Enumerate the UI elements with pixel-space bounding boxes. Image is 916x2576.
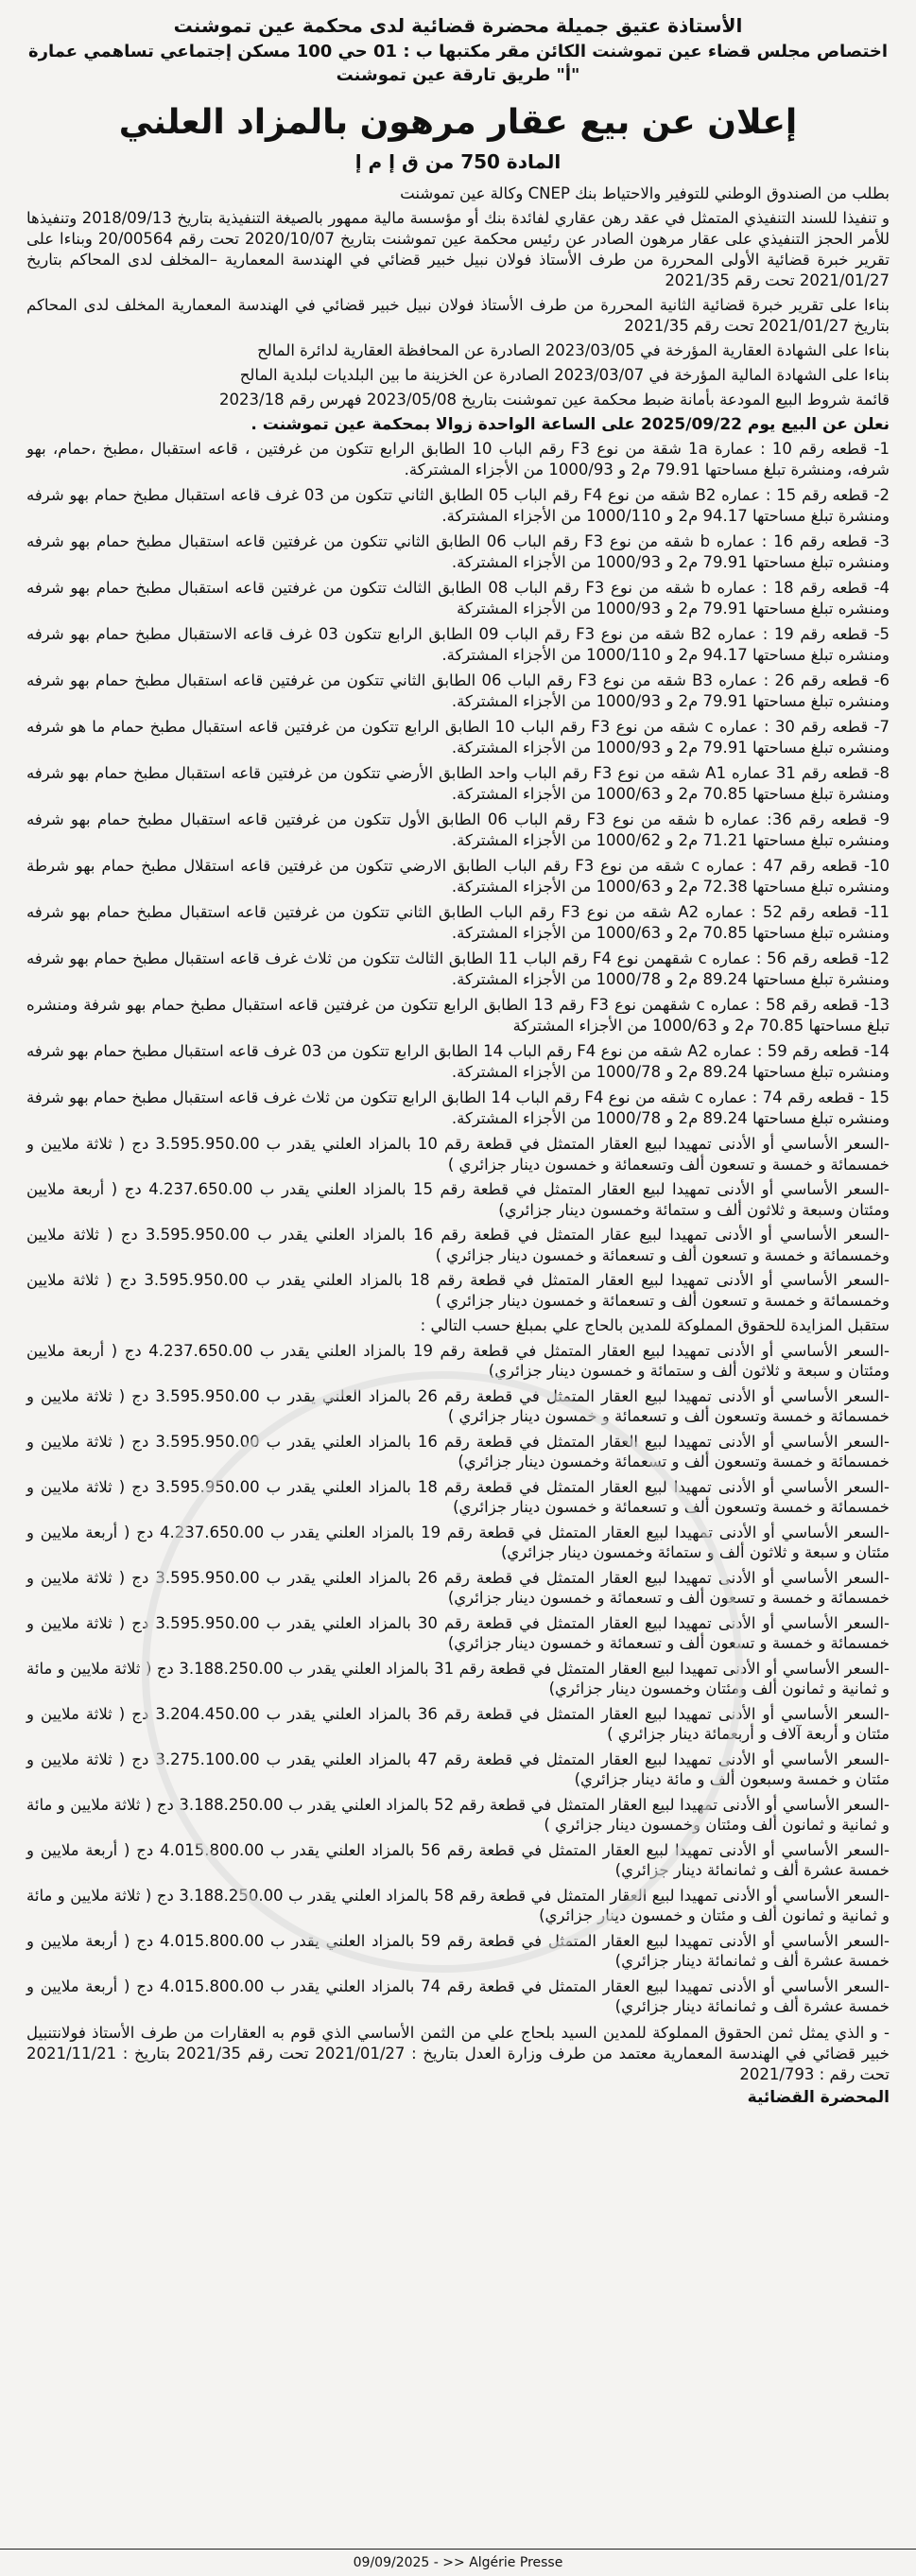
announcement-title: إعلان عن بيع عقار مرهون بالمزاد العلني xyxy=(118,103,798,142)
lot-item: 10- قطعه رقم 47 : عماره c شقه من نوع F3 رقم الباب الطابق الارضي تتكون من غرفتين قاعه استقلال مطبخ حمام بهو شرطة ومنشره تبلغ مساحتها 72.38 م2 و 1000/63 من الأجزاء المشتركة. xyxy=(26,857,890,896)
price-item: -السعر الأساسي أو الأدنى تمهيدا لبيع العقار المتمثل في قطعة رقم 31 بالمزاد العلني يقدر ب 3.188.250.00 دج ( ثلاثة ملايين و مائة و ثمانية و ثمانون ألف ومئتان وخمسون دينار جزائري) xyxy=(26,1659,890,1697)
price-item: ستقبل المزايدة للحقوق المملوكة للمدين بالحاج علي بمبلغ حسب التالي : xyxy=(420,1316,890,1334)
lot-item: 15 - قطعه رقم 74 : عماره c شقه من نوع F4 رقم الباب 14 الطابق الرابع تتكون من ثلاث غرف قاعه استقبال مطبخ حمام بهو شرفة ومنشره تبلغ مساحتها 89.24 م2 و 1000/78 من الأجزاء المشتركة. xyxy=(26,1088,890,1127)
bailiff-name: الأستاذة عتيق جميلة محضرة قضائية لدى محكمة عين تموشنت xyxy=(173,14,743,37)
price-item: -السعر الأساسي أو الأدنى تمهيدا لبيع العقار المتمثل في قطعة رقم 36 بالمزاد العلني يقدر ب 3.204.450.00 دج ( ثلاثة ملايين و مئتان و أربعة آلاف و أربعمائة دينار جزائري ) xyxy=(26,1704,890,1743)
lot-item: 1- قطعه رقم 10 : عمارة 1a شقة من نوع F3 رقم الباب 10 الطابق الرابع تتكون من غرفتين ، قاعه استقبال ،مطبخ ،حمام، بهو شرفه، ومنشرة تبلغ مساحتها 79.91 م2 و 1000/93 من الأجزاء المشتركة. xyxy=(26,440,890,479)
price-item: -السعر الأساسي أو الأدنى تمهيدا لبيع العقار المتمثل في قطعة رقم 26 بالمزاد العلني يقدر ب 3.595.950.00 دج ( ثلاثة ملايين و خمسمائة و خمسة وتسعون ألف و تسعمائة و خمسون دينار جزائري ) xyxy=(26,1386,890,1425)
lot-item: 8- قطعه رقم 31 عماره A1 شقه من نوع F3 رقم الباب واحد الطابق الأرضي تتكون من غرفتين قاعه استقبال مطبخ حمام بهو شرفه ومنشرة تبلغ مساحتها 70.85 م2 و 1000/63 من الأجزاء المشتركة. xyxy=(26,764,890,803)
intro-paragraph: بناءا على تقرير خبرة قضائية الثانية المحررة من طرف الأستاذ فولان نبيل خبير قضائي في الهندسة المعمارية المخلف لدى المحاكم بتاريخ 2021/01/27 تحت رقم 2021/35 xyxy=(26,296,890,335)
lots-list xyxy=(26,439,890,1128)
price-item: -السعر الأساسي أو الأدنى تمهيدا لبيع العقار المتمثل في قطعة رقم 30 بالمزاد العلني يقدر ب 3.595.950.00 دج ( ثلاثة ملايين و خمسمائة و خمسة و تسعون ألف و تسعمائة و خمسون دينار جزائري) xyxy=(26,1613,890,1652)
price-item: -السعر الأساسي أو الأدنى تمهيدا لبيع العقار المتمثل في قطعة رقم 74 بالمزاد العلني يقدر ب 4.015.800.00 دج ( أربعة ملايين و خمسة عشرة ألف و ثمانمائة دينار جزائري) xyxy=(26,1976,890,2015)
price-item: -السعر الأساسي أو الأدنى تمهيدا لبيع العقار المتمثل في قطعة رقم 52 بالمزاد العلني يقدر ب 3.188.250.00 دج ( ثلاثة ملايين و مائة و ثمانية و ثمانون ألف ومئتان وخمسون دينار جزائري ) xyxy=(26,1795,890,1834)
price-item: -السعر الأساسي أو الأدنى تمهيدا لبيع عقار المتمثل في قطعة رقم 16 بالمزاد العلني يقدر ب 3.595.950.00 دج ( ثلاثة ملايين وخمسمائة و خمسة و تسعون ألف و تسعمائة و خمسون دينار جزائري ) xyxy=(26,1226,890,1264)
intro-paragraph: قائمة شروط البيع المودعة بأمانة ضبط محكمة عين تموشنت بتاريخ 2023/05/08 فهرس رقم 2023/18 xyxy=(219,391,890,409)
intro-paragraph: بناءا على الشهادة العقارية المؤرخة في 2023/03/05 الصادرة عن المحافظة العقارية لدائرة المالح xyxy=(257,341,890,359)
price-item: -السعر الأساسي أو الأدنى تمهيدا لبيع العقار المتمثل في قطعة رقم 18 بالمزاد العلني يقدر ب 3.595.950.00 دج ( ثلاثة ملايين و خمسمائة و خمسة وتسعون ألف و تسعمائة و خمسون دينار جزائري) xyxy=(26,1477,890,1516)
lot-item: 3- قطعه رقم 16 : عماره b شقه من نوع F3 رقم الباب 06 الطابق الثاني تتكون من غرفتين قاعه استقبال مطبخ حمام بهو شرفه ومنشره تبلغ مساحتها 79.91 م2 و 1000/93 من الأجزاء المشتركة. xyxy=(26,532,890,571)
price-item: -السعر الأساسي أو الأدنى تمهيدا لبيع العقار المتمثل في قطعة رقم 59 بالمزاد العلني يقدر ب 4.015.800.00 دج ( أربعة ملايين و خمسة عشرة ألف و ثمانمائة دينار جزائري) xyxy=(26,1931,890,1970)
price-item: -السعر الأساسي أو الأدنى تمهيدا لبيع العقار المتمثل في قطعة رقم 18 بالمزاد العلني يقدر ب 3.595.950.00 دج ( ثلاثة ملايين وخمسمائة و خمسة و تسعون ألف و تسعمائة و خمسون دينار جزائري ) xyxy=(26,1271,890,1310)
price-item: -السعر الأساسي أو الأدنى تمهيدا لبيع العقار المتمثل في قطعة رقم 19 بالمزاد العلني يقدر ب 4.237.650.00 دج ( أربعة ملايين ومئتان و سبعة و ثلاثون ألف و ستمائة و خمسون دينار جزائري) xyxy=(26,1341,890,1380)
lot-item: 13- قطعه رقم 58 : عماره c شقهمن نوع F3 رقم 13 الطابق الرابع تتكون من غرفتين قاعه استقبال مطبخ حمام بهو شرفة ومنشره تبلغ مساحتها 70.85 م2 و 1000/63 من الأجزاء المشتركة xyxy=(26,996,890,1035)
price-item: -السعر الأساسي أو الأدنى تمهيدا لبيع العقار المتمثل في قطعة رقم 15 بالمزاد العلني يقدر ب 4.237.650.00 دج ( أربعة ملايين ومئتان وسبعة و ثلاثون ألف و ستمائة وخمسون دينار جزائري) xyxy=(26,1180,890,1219)
reserve-prices-list xyxy=(26,1134,890,2017)
price-item: -السعر الأساسي أو الأدنى تمهيدا لبيع العقار المتمثل في قطعة رقم 19 بالمزاد العلني يقدر ب 4.237.650.00 دج ( أربعة ملايين و مئتان و سبعة و ثلاثون ألف و ستمائة وخمسون دينار جزائري) xyxy=(26,1523,890,1561)
intro-paragraph: و تنفيذا للسند التنفيذي المتمثل في عقد رهن عقاري لفائدة بنك أو مؤسسة مالية ممهور بالصيغة التنفيذية بتاريخ 2018/09/13 وتنفيذها للأمر الحجز التنفيذي على عقار مرهون الصادر عن رئيس محكمة عين تموشنت بتاريخ 2020/10/07 تحت رقم 20/00564 وبناءا على تقرير خبرة قضائية الأولى المحررة من طرف الأستاذ فولان نبيل خبير قضائي في الهندسة المعمارية –المخلف لدى المحاكم بتاريخ 2021/01/27 تحت رقم 2021/35 xyxy=(26,209,890,289)
lot-item: 12- قطعه رقم 56 : عماره c شقهمن نوع F4 رقم الباب 11 الطابق الثالث تتكون من ثلاث غرف قاعه استقبال مطبخ حمام بهو شرفه ومنشرة تبلغ مساحتها 89.24 م2 و 1000/78 من الأجزاء المشتركة. xyxy=(26,949,890,988)
header xyxy=(26,13,890,174)
lot-item: 5- قطعه رقم 19 : عماره B2 شقه من نوع F3 رقم الباب 09 الطابق الرابع تتكون 03 غرف قاعه الاستقبال مطبخ حمام بهو شرفه ومنشره تبلغ مساحتها 94.17 م2 و 1000/110 من الأجزاء المشتركة. xyxy=(26,625,890,664)
legal-article: المادة 750 من ق إ م إ xyxy=(354,150,562,173)
lot-item: 14- قطعه رقم 59 : عماره A2 شقه من نوع F4 رقم الباب 14 الطابق الرابع تتكون من 03 غرف قاعه استقبال مطبخ حمام بهو شرفه ومنشره تبلغ مساحتها 89.24 م2 و 1000/78 من الأجزاء المشتركة. xyxy=(26,1042,890,1081)
closing-paragraph: - و الذي يمثل ثمن الحقوق المملوكة للمدين السيد بلحاج علي من الثمن الأساسي الذي قوم به العقارات من طرف الأستاذ فولانتنبيل خبير قضائي في الهندسة المعمارية معتمد من طرف وزارة العدل بتاريخ : 2021/01/27 تحت رقم 2021/35 بتاريخ : 2021/11/21 تحت رقم : 2021/793 xyxy=(26,2023,890,2083)
price-item: -السعر الأساسي أو الأدنى تمهيدا لبيع العقار المتمثل في قطعة رقم 16 بالمزاد العلني يقدر ب 3.595.950.00 دج ( ثلاثة ملايين و خمسمائة و خمسة وتسعون ألف و تسعمائة وخمسون دينار جزائري) xyxy=(26,1432,890,1471)
price-item: -السعر الأساسي أو الأدنى تمهيدا لبيع العقار المتمثل في قطعة رقم 56 بالمزاد العلني يقدر ب 4.015.800.00 دج ( أربعة ملايين و خمسة عشرة ألف و ثمانمائة دينار جزائري) xyxy=(26,1840,890,1879)
footer: 09/09/2025 - >> Algérie Presse xyxy=(0,2549,916,2576)
signature: المحضرة القضائية xyxy=(747,2087,890,2107)
lot-item: 2- قطعه رقم 15 : عماره B2 شقه من نوع F4 رقم الباب 05 الطابق الثاني تتكون من 03 غرف قاعه استقبال مطبخ حمام بهو شرفه ومنشرة تبلغ مساحتها 94.17 م2 و 1000/110 من الأجزاء المشتركة. xyxy=(26,486,890,525)
lot-item: 6- قطعه رقم 26 : عماره B3 شقه من نوع F3 رقم الباب 06 الطابق الثاني تتكون من غرفتين قاعه استقبال مطبخ حمام بهو شرفه ومنشره تبلغ مساحتها 79.91 م2 و 1000/93 من الأجزاء المشتركة. xyxy=(26,671,890,710)
intro-section xyxy=(26,183,890,435)
lot-item: 9- قطعه رقم 36: عماره b شقه من نوع F3 رقم الباب 06 الطابق الأول تتكون من غرفتين قاعه استقبال مطبخ حمام بهو شرفه ومنشره تبلغ مساحتها 71.21 م2 و 1000/62 من الأجزاء المشتركة. xyxy=(26,810,890,849)
lot-item: 7- قطعه رقم 30 : عماره c شقه من نوع F3 رقم الباب 10 الطابق الرابع تتكون من غرفتين قاعه استقبال مطبخ حمام ما هو شرفه ومنشره تبلغ مساحتها 79.91 م2 و 1000/93 من الأجزاء المشتركة. xyxy=(26,718,890,757)
price-item: -السعر الأساسي أو الأدنى تمهيدا لبيع العقار المتمثل في قطعة رقم 58 بالمزاد العلني يقدر ب 3.188.250.00 دج ( ثلاثة ملايين و مائة و ثمانية و ثمانون ألف و مئتان و خمسون دينار جزائري) xyxy=(26,1886,890,1924)
lot-item: 11- قطعه رقم 52 : عماره A2 شقه من نوع F3 رقم الباب الطابق الثاني تتكون من غرفتين قاعه استقبال مطبخ حمام بهو شرفه ومنشره تبلغ مساحتها 70.85 م2 و 1000/63 من الأجزاء المشتركة. xyxy=(26,903,890,942)
lot-item: 4- قطعه رقم 18 : عماره b شقه من نوع F3 رقم الباب 08 الطابق الثالث تتكون من غرفتين قاعه استقبال مطبخ حمام بهو شرفه ومنشره تبلغ مساحتها 79.91 م2 و 1000/93 من الأجزاء المشتركة xyxy=(26,579,890,618)
price-item: -السعر الأساسي أو الأدنى تمهيدا لبيع العقار المتمثل في قطعة رقم 26 بالمزاد العلني يقدر ب 3.595.950.00 دج ( ثلاثة ملايين و خمسمائة و خمسة و تسعون ألف و تسعمائة و خمسون دينار جزائري) xyxy=(26,1568,890,1607)
intro-paragraph: بناءا على الشهادة المالية المؤرخة في 2023/03/07 الصادرة عن الخزينة ما بين البلديات لبلدية المالح xyxy=(239,366,890,384)
price-item: -السعر الأساسي أو الأدنى تمهيدا لبيع العقار المتمثل في قطعة رقم 10 بالمزاد العلني يقدر ب 3.595.950.00 دج ( ثلاثة ملايين و خمسمائة و خمسة و تسعون ألف وتسعمائة و خمسون دينار جزائري ) xyxy=(26,1135,890,1174)
bailiff-office-address: اختصاص مجلس قضاء عين تموشنت الكائن مقر مكتبها ب : 01 حي 100 مسكن إجتماعي تساهمي عمارة "أ" طريق تارقة عين تموشنت xyxy=(27,42,889,85)
intro-paragraph: بطلب من الصندوق الوطني للتوفير والاحتياط بنك CNEP وكالة عين تموشنت xyxy=(400,184,890,202)
price-item: -السعر الأساسي أو الأدنى تمهيدا لبيع العقار المتمثل في قطعة رقم 47 بالمزاد العلني يقدر ب 3.275.100.00 دج ( ثلاثة ملايين و مئتان و خمسة وسبعون ألف و مائة دينار جزائري) xyxy=(26,1749,890,1788)
sale-date-notice: نعلن عن البيع يوم 2025/09/22 على الساعة الواحدة زوالا بمحكمة عين تموشنت . xyxy=(251,415,890,434)
